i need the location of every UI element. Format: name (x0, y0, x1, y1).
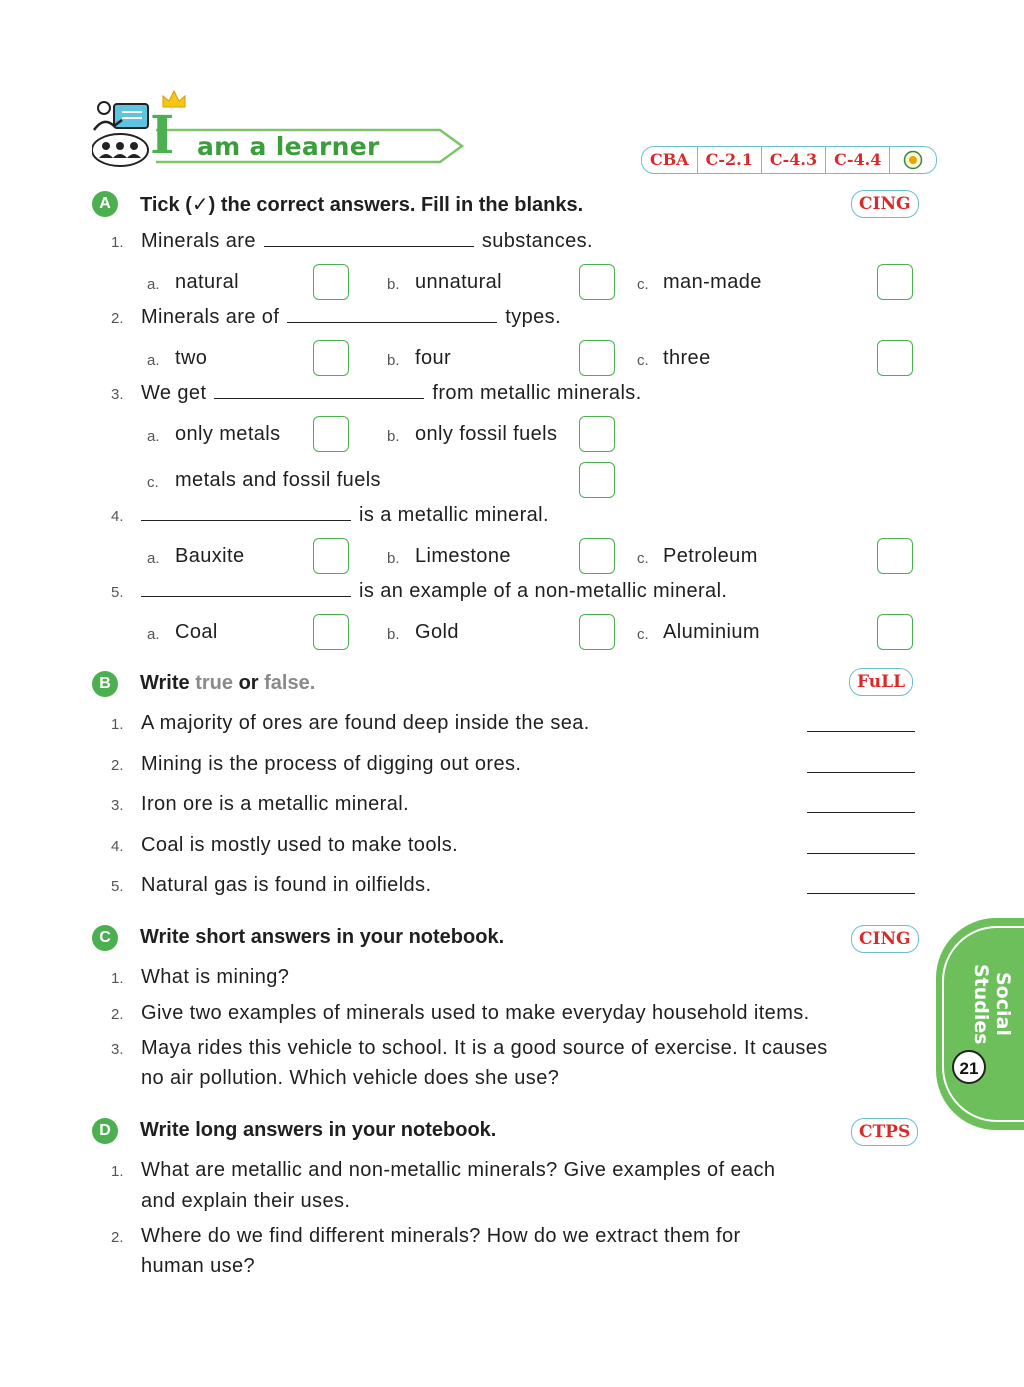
code-c21: C-2.1 (698, 147, 762, 173)
option-letter: c. (637, 550, 649, 567)
statement-text: Natural gas is found in oilfields. (141, 874, 432, 896)
question-text: Give two examples of minerals used to make everyday household items. (141, 1002, 810, 1024)
option-letter: a. (147, 276, 160, 293)
question-number: 1. (111, 716, 124, 733)
question-text: We get from metallic minerals. (141, 382, 642, 404)
fill-blank[interactable] (141, 595, 351, 597)
tick-box[interactable] (877, 264, 913, 300)
option-text: only fossil fuels (415, 423, 558, 445)
section-b-skill-tag: FuLL (849, 668, 913, 696)
answer-blank[interactable] (807, 892, 915, 894)
question-text: What are metallic and non-metallic minerals? Give examples of each (141, 1159, 776, 1181)
option-letter: c. (147, 474, 159, 491)
question-number: 2. (111, 1006, 124, 1023)
code-c44: C-4.4 (826, 147, 890, 173)
tick-box[interactable] (579, 538, 615, 574)
option-letter: c. (637, 626, 649, 643)
question-number: 3. (111, 1041, 124, 1058)
seal-logo-icon (890, 147, 936, 173)
option-text: natural (175, 271, 239, 293)
fill-blank[interactable] (264, 245, 474, 247)
question-number: 2. (111, 757, 124, 774)
option-text: Aluminium (663, 621, 760, 643)
section-c-skill-tag: CING (851, 925, 919, 953)
tick-box[interactable] (579, 416, 615, 452)
option-letter: c. (637, 352, 649, 369)
fill-blank[interactable] (141, 519, 351, 521)
tick-box[interactable] (313, 416, 349, 452)
option-letter: a. (147, 626, 160, 643)
question-number: 2. (111, 310, 124, 327)
question-number: 2. (111, 1229, 124, 1246)
option-letter: b. (387, 352, 400, 369)
banner-letter: I (150, 105, 175, 166)
statement-text: Mining is the process of digging out ores. (141, 753, 522, 775)
question-number: 5. (111, 584, 124, 601)
statement-text: Iron ore is a metallic mineral. (141, 793, 410, 815)
question-text: is an example of a non-metallic mineral. (141, 580, 727, 603)
option-text: Coal (175, 621, 218, 643)
page-number: 21 (952, 1050, 986, 1084)
question-text: human use? (141, 1255, 256, 1277)
code-cba: CBA (642, 147, 698, 173)
section-a-badge: A (92, 191, 118, 217)
option-letter: b. (387, 626, 400, 643)
tick-box[interactable] (579, 614, 615, 650)
learner-banner (92, 88, 392, 168)
option-text: unnatural (415, 271, 502, 293)
option-letter: b. (387, 550, 400, 567)
option-text: man-made (663, 271, 762, 293)
option-text: Gold (415, 621, 459, 643)
tick-box[interactable] (877, 614, 913, 650)
banner-title: am a learner (197, 132, 380, 161)
competency-codes (641, 146, 937, 174)
answer-blank[interactable] (807, 811, 915, 813)
option-text: two (175, 347, 208, 369)
section-d-badge: D (92, 1118, 118, 1144)
section-c-title: Write short answers in your notebook. (140, 926, 505, 948)
subject-side-tab (936, 918, 1024, 1130)
option-letter: a. (147, 550, 160, 567)
option-letter: a. (147, 428, 160, 445)
option-letter: b. (387, 428, 400, 445)
option-text: Limestone (415, 545, 511, 567)
option-text: metals and fossil fuels (175, 469, 381, 491)
question-number: 1. (111, 970, 124, 987)
question-text: Minerals are substances. (141, 230, 593, 252)
option-letter: b. (387, 276, 400, 293)
tick-box[interactable] (579, 462, 615, 498)
option-text: four (415, 347, 452, 369)
option-text: only metals (175, 423, 281, 445)
question-number: 5. (111, 878, 124, 895)
tick-box[interactable] (579, 264, 615, 300)
fill-blank[interactable] (214, 397, 424, 399)
code-c43: C-4.3 (762, 147, 826, 173)
question-number: 4. (111, 508, 124, 525)
tick-box[interactable] (877, 340, 913, 376)
question-text: no air pollution. Which vehicle does she use? (141, 1067, 560, 1089)
question-number: 1. (111, 234, 124, 251)
section-d-title: Write long answers in your notebook. (140, 1119, 497, 1141)
section-d-skill-tag: CTPS (851, 1118, 918, 1146)
option-letter: c. (637, 276, 649, 293)
tick-box[interactable] (313, 538, 349, 574)
question-number: 1. (111, 1163, 124, 1180)
option-text: Petroleum (663, 545, 758, 567)
statement-text: A majority of ores are found deep inside the sea. (141, 712, 590, 734)
tick-box[interactable] (579, 340, 615, 376)
tick-box[interactable] (313, 264, 349, 300)
question-text: and explain their uses. (141, 1190, 351, 1212)
tick-box[interactable] (313, 614, 349, 650)
question-text: What is mining? (141, 966, 290, 988)
section-c-badge: C (92, 925, 118, 951)
answer-blank[interactable] (807, 730, 915, 732)
option-text: Bauxite (175, 545, 245, 567)
section-a-title: Tick (✓) the correct answers. Fill in the blanks. (140, 194, 584, 216)
tick-box[interactable] (313, 340, 349, 376)
question-number: 3. (111, 386, 124, 403)
question-text: Maya rides this vehicle to school. It is a good source of exercise. It causes (141, 1037, 828, 1059)
section-b-title: Write true or false. (140, 672, 316, 694)
question-number: 3. (111, 797, 124, 814)
subject-label: Social Studies (970, 964, 1014, 1045)
option-text: three (663, 347, 711, 369)
tick-box[interactable] (877, 538, 913, 574)
question-text: Minerals are of types. (141, 306, 562, 328)
question-text: is a metallic mineral. (141, 504, 549, 527)
section-a-skill-tag: CING (851, 190, 919, 218)
question-number: 4. (111, 838, 124, 855)
section-b-badge: B (92, 671, 118, 697)
answer-blank[interactable] (807, 771, 915, 773)
option-letter: a. (147, 352, 160, 369)
statement-text: Coal is mostly used to make tools. (141, 834, 459, 856)
answer-blank[interactable] (807, 852, 915, 854)
fill-blank[interactable] (287, 321, 497, 323)
learner-teacher-icon (92, 96, 154, 168)
question-text: Where do we find different minerals? How do we extract them for (141, 1225, 741, 1247)
